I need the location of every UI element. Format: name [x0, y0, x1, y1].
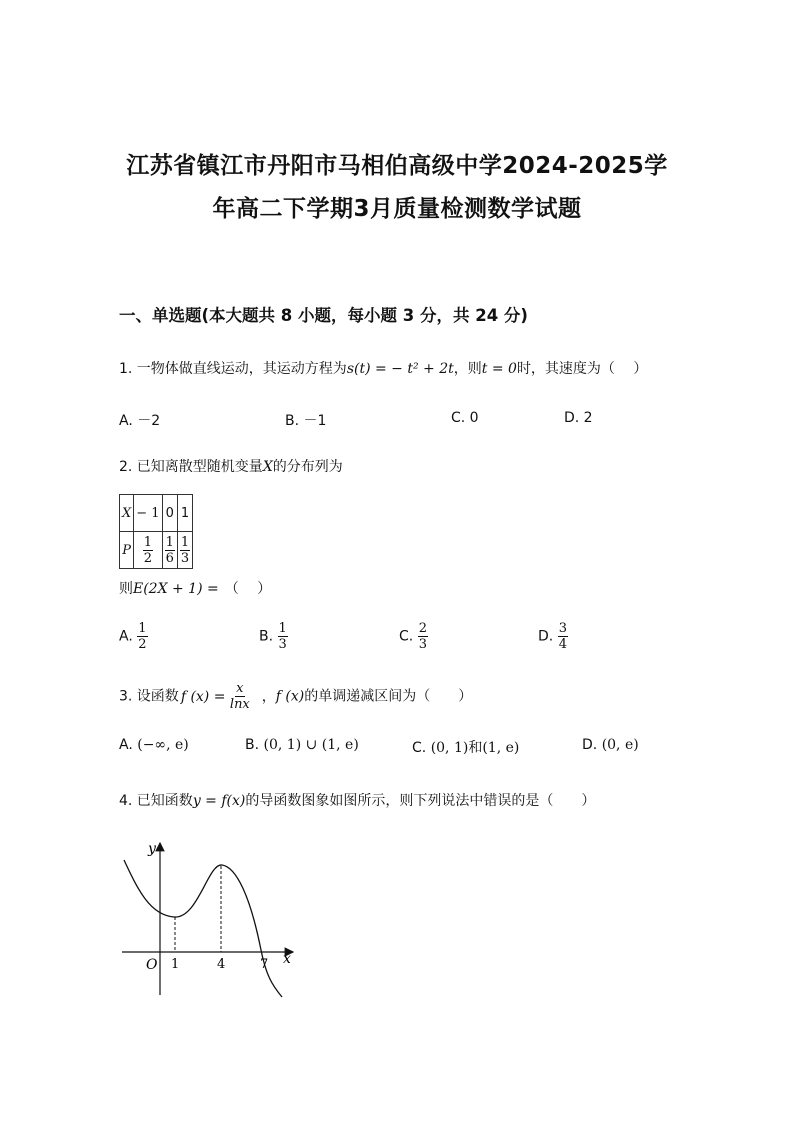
fraction — [180, 536, 190, 565]
fraction-numerator: 1 — [180, 534, 190, 550]
q3-option-c — [412, 737, 519, 757]
q4-suffix: 的导函数图象如图所示，则下列说法中错误的是（ ） — [245, 793, 596, 809]
fraction — [137, 622, 147, 651]
fraction-denominator: 3 — [278, 637, 287, 652]
fraction-denominator: 4 — [558, 637, 567, 652]
q2-option-c — [399, 622, 428, 651]
q3-func2: f (x) — [275, 688, 305, 705]
question-2 — [119, 456, 343, 476]
q2-option-b — [259, 622, 288, 651]
table-cell — [177, 532, 192, 569]
fraction — [165, 536, 175, 565]
q1-formula: s(t) = − t² + 2t — [346, 361, 454, 377]
fraction — [558, 622, 568, 651]
table-cell — [134, 532, 162, 569]
derivative-curve — [124, 860, 282, 997]
q2-ask-prefix: 则 — [119, 581, 133, 597]
fraction-denominator: 6 — [165, 550, 174, 566]
tick-label: 7 — [260, 957, 269, 972]
q4-func: y = f(x) — [192, 793, 246, 809]
document-title-line1: 江苏省镇江市丹阳市马相伯高级中学2024-2025学 — [126, 153, 668, 179]
q4-prefix: 4. 已知函数 — [119, 793, 193, 809]
q2-prefix: 2. 已知离散型随机变量 — [119, 459, 263, 475]
fraction-denominator: 2 — [143, 550, 153, 566]
option-text: (0, 1) ∪ (1, e) — [263, 737, 359, 753]
q1-suffix: 时，其速度为（ ） — [516, 361, 648, 377]
option-letter: C. — [412, 740, 427, 756]
fraction-numerator: 1 — [278, 621, 287, 636]
table-cell — [162, 532, 177, 569]
table-row — [120, 495, 193, 532]
q1-condition: t = 0 — [481, 361, 517, 377]
q3-suffix: 的单调递减区间为（ ） — [304, 688, 473, 705]
q1-option-c: C. 0 — [451, 410, 479, 426]
q2-ask — [119, 578, 271, 598]
q3-option-d — [582, 737, 639, 753]
distribution-table — [119, 494, 193, 569]
option-letter: B. — [259, 628, 274, 645]
table-cell: 0 — [162, 495, 177, 532]
table-cell: 1 — [177, 495, 192, 532]
question-4 — [119, 790, 595, 810]
question-1 — [119, 358, 647, 378]
q2-option-a — [119, 622, 148, 651]
q3-mid: ， — [261, 688, 276, 705]
option-letter: D. — [582, 737, 598, 753]
q3-option-b — [245, 737, 359, 753]
option-letter: C. — [399, 628, 414, 645]
option-letter: A. — [119, 737, 133, 753]
q2-variable: X — [262, 459, 273, 475]
q1-option-a: A. －2 — [119, 413, 161, 429]
fraction-numerator: 2 — [418, 621, 427, 636]
origin-label: O — [146, 957, 158, 973]
document-title-line2: 年高二下学期3月质量检测数学试题 — [212, 196, 582, 222]
fraction-numerator: 3 — [558, 621, 567, 636]
table-cell: X — [120, 495, 134, 532]
option-text: (−∞, e) — [137, 737, 189, 753]
q2-suffix: 的分布列为 — [272, 459, 343, 475]
option-text: (0, 1)和(1, e) — [430, 740, 520, 756]
fraction-numerator: 1 — [143, 534, 153, 550]
q1-mid: ，则 — [453, 361, 482, 377]
fraction — [418, 622, 428, 651]
q3-option-a — [119, 737, 189, 753]
fraction-denominator: 3 — [418, 637, 427, 652]
option-letter: B. — [245, 737, 260, 753]
tick-label: 1 — [171, 957, 180, 972]
q2-ask-suffix: （ ） — [224, 581, 272, 597]
table-cell: − 1 — [134, 495, 162, 532]
q2-option-d — [538, 622, 568, 651]
derivative-graph — [110, 835, 310, 1005]
q3-func: f (x) = — [180, 688, 226, 705]
fraction-denominator: 2 — [138, 637, 147, 652]
table-cell: P — [120, 532, 134, 569]
option-letter: D. — [538, 628, 554, 645]
tick-label: 4 — [217, 957, 226, 972]
q1-option-b: B. －1 — [285, 413, 327, 429]
fraction — [143, 536, 153, 565]
fraction — [278, 622, 288, 651]
y-axis-label: y — [148, 841, 156, 857]
x-axis-label: x — [283, 951, 291, 967]
option-letter: A. — [119, 628, 133, 645]
question-3 — [119, 682, 472, 711]
fraction-denominator: lnx — [229, 697, 250, 712]
q3-prefix: 3. 设函数 — [119, 688, 179, 705]
section-heading: 一、单选题(本大题共 8 小题，每小题 3 分，共 24 分) — [119, 306, 528, 325]
fraction-numerator: x — [236, 681, 244, 696]
table-row — [120, 532, 193, 569]
fraction — [230, 682, 250, 711]
q1-prefix: 1. 一物体做直线运动，其运动方程为 — [119, 361, 347, 377]
fraction-denominator: 3 — [180, 550, 190, 566]
fraction-numerator: 1 — [138, 621, 147, 636]
q2-ask-formula: E(2X + 1) = — [133, 581, 219, 597]
fraction-numerator: 1 — [165, 534, 174, 550]
q1-option-d: D. 2 — [564, 410, 593, 426]
option-text: (0, e) — [601, 737, 639, 753]
